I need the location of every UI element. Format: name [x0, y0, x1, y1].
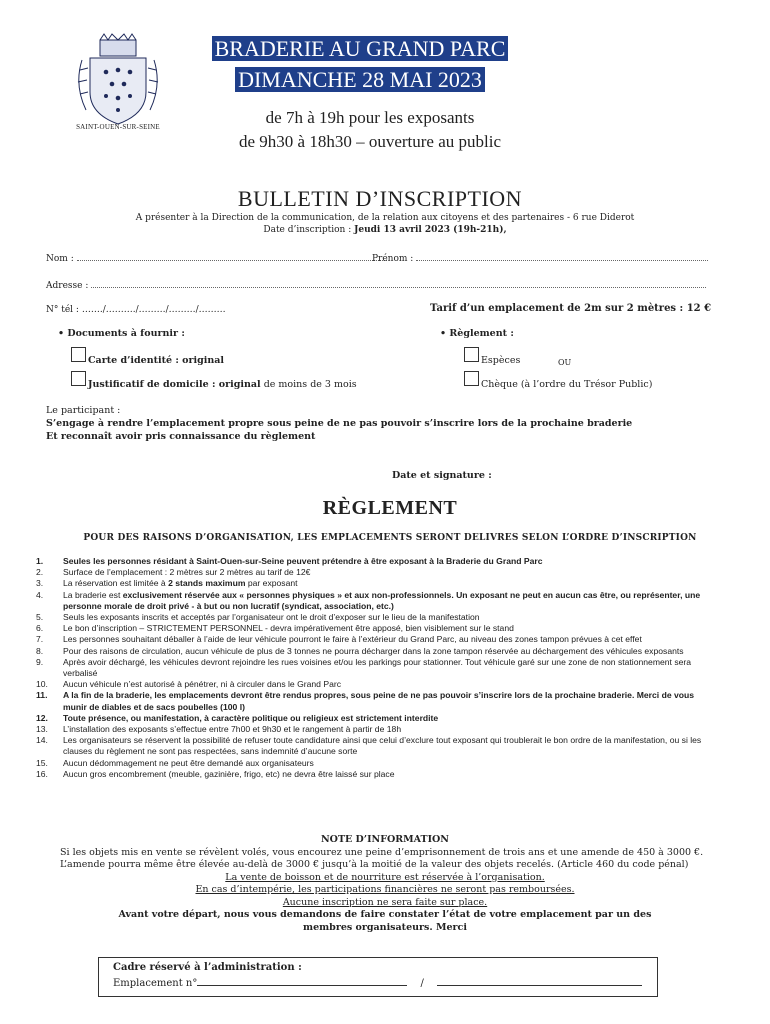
rule-item: 13. L’installation des exposants s’effectue entre 7h00 et 9h30 et le rangement à partir de 18h: [36, 724, 402, 735]
rule-item: 14. Les organisateurs se réservent la possibilité de refuser toute candidature ainsi que celui d’exclure tout exposant qui troublerait le bon ordre de la manifestation, ou si les clauses du règlement ne sont pas respectées, sans indemnité d’aucune sorte: [36, 735, 702, 757]
tel-field[interactable]: [46, 305, 226, 315]
rule-item: 16. Aucun gros encombrement (meuble, gazinière, frigo, etc) ne devra être laissé sur place: [36, 768, 395, 779]
information-note: [60, 834, 710, 934]
prenom-label: Prénom :: [372, 254, 414, 264]
info-line-weather: En cas d’intempérie, les participations financières ne seront pas remboursées.: [195, 884, 575, 895]
rule-item: 12. Toute présence, ou manifestation, à caractère politique ou religieux est strictement interdite: [36, 712, 439, 723]
rule-item: 4. La braderie est exclusivement réservée aux « personnes physiques » et aux non-professionnels. Un exposant ne peut en aucun cas être, ou représenter, une personne morale de droit privé - à but ou non lucratif (syndicat, association, etc.): [36, 589, 701, 611]
date-signature-label: Date et signature :: [392, 470, 492, 481]
rule-item: 6. Le bon d’inscription – STRICTEMENT PERSONNEL - devra impérativement être apposé, bien visiblement sur le stand: [36, 623, 514, 634]
nom-field[interactable]: [46, 252, 387, 264]
prenom-dotted-line[interactable]: [416, 252, 708, 261]
hours-exhibitors: de 7h à 19h pour les exposants: [265, 108, 475, 127]
pay-cheque-label: Chèque (à l’ordre du Trésor Public): [481, 379, 653, 390]
tel-pattern[interactable]: ……./………./………/………/………: [81, 305, 226, 315]
rule-item: 15. Aucun dédommagement ne peut être demandé aux organisateurs: [36, 757, 314, 768]
emplacement-separator: /: [420, 978, 424, 989]
admin-title: Cadre réservé à l’administration :: [113, 962, 302, 973]
info-title: NOTE D’INFORMATION: [320, 834, 449, 845]
pay-or: OU: [558, 358, 572, 367]
opening-hours: [140, 106, 600, 154]
tarif-text: Tarif d’un emplacement de 2m sur 2 mètres : 12 €: [430, 303, 712, 314]
rule-item: 11. A la fin de la braderie, les emplacements devront être rendus propres, sous peine de ne pas pouvoir s’inscrire lors de la prochaine braderie. Merci de vous munir de diables et de sacs poubelles (100 l): [36, 690, 695, 712]
bulletin-instructions: [60, 212, 710, 236]
pay-especes-label: Espèces: [481, 355, 521, 366]
rule-item: 8. Pour des raisons de circulation, aucun véhicule de plus de 3 tonnes ne pourra décharger dans la zone tampon réservée au déchargement des véhicules exposants: [36, 645, 684, 656]
bulletin-title: BULLETIN D’INSCRIPTION: [237, 186, 523, 211]
hours-public: de 9h30 à 18h30 – ouverture au public: [238, 132, 501, 151]
info-line-onsite: Aucune inscription ne sera faite sur place.: [282, 896, 488, 908]
doc1-label: Carte d’identité : original: [88, 355, 225, 366]
date-label: Date d’inscription :: [263, 225, 355, 235]
emplacement-field-2[interactable]: [437, 976, 642, 986]
rule-item: 5. Seuls les exposants inscrits et acceptés par l’organisateur ont le droit d’exposer sur le lieu de la manifestation: [36, 612, 480, 623]
rule-item: 7. Les personnes souhaitant déballer à l’aide de leur véhicule pourront le faire à l’extérieur du Grand Parc, au niveau des zones tampon prévues à cet effet: [36, 634, 642, 645]
doc2-bold: Justificatif de domicile : original: [88, 379, 261, 390]
checkbox-especes[interactable]: [464, 347, 479, 362]
checkbox-justificatif-domicile[interactable]: [71, 371, 86, 386]
present-text: A présenter à la Direction de la communication, de la relation aux citoyens et des partenaires - 6 rue Diderot: [135, 213, 635, 223]
rule-item: 1. Seules les personnes résidant à Saint-Ouen-sur-Seine peuvent prétendre à être exposant à la Braderie du Grand Parc: [36, 556, 543, 566]
info-text: Si les objets mis en vente se révèlent volés, vous encourez une peine d’emprisonnement de trois ans et une amende de 450 à 3000 €. L’amende pourra même être élevée au-delà de 3000 € jusqu’à la moitié de la valeur des objets recelés. (Article 460 du code pénal): [60, 846, 704, 870]
emplacement-label: Emplacement n°: [113, 978, 198, 989]
adresse-dotted-line[interactable]: [91, 279, 706, 288]
rule-item: 3. La réservation est limitée à 2 stands maximum par exposant: [36, 578, 298, 589]
nom-dotted-line[interactable]: [77, 252, 387, 261]
rules-title: RÈGLEMENT: [322, 497, 458, 519]
rules-list: [36, 556, 716, 780]
event-title-line1: BRADERIE AU GRAND PARC: [212, 36, 509, 61]
doc2-label: [88, 379, 357, 390]
info-line-food: La vente de boisson et de nourriture est réservée à l’organisation.: [225, 871, 545, 883]
rule-item: 10. Aucun véhicule n’est autorisé à pénétrer, ni à circuler dans le Grand Parc: [36, 679, 342, 690]
adresse-label: Adresse :: [46, 281, 89, 291]
admin-box: [98, 957, 658, 997]
rule-item: 2. Surface de l’emplacement : 2 mètres sur 2 mètres au tarif de 12€: [36, 567, 311, 578]
doc2-rest: de moins de 3 mois: [260, 379, 357, 390]
checkbox-carte-identite[interactable]: [71, 347, 86, 362]
info-closing-2: membres organisateurs. Merci: [303, 921, 467, 933]
info-closing-1: Avant votre départ, nous vous demandons de faire constater l’état de votre emplacement par un des: [118, 909, 652, 920]
event-date: DIMANCHE 28 MAI 2023: [235, 67, 485, 92]
emplacement-field-1[interactable]: [197, 976, 407, 986]
event-title: [210, 36, 510, 98]
nom-label: Nom :: [46, 254, 74, 264]
participant-acknowledge: Et reconnaît avoir pris connaissance du règlement: [46, 431, 316, 442]
prenom-field[interactable]: [372, 252, 708, 264]
rule-item: 9. Après avoir déchargé, les véhicules devront rejoindre les rues voisines et/ou les parkings pour stationner. Tout véhicule garé sur une zone de non stationnement sera verbalisé: [36, 656, 692, 679]
checkbox-cheque[interactable]: [464, 371, 479, 386]
rules-subtitle: POUR DES RAISONS D’ORGANISATION, LES EMPLACEMENTS SERONT DELIVRES SELON L’ORDRE D’INSCRIPTION: [83, 533, 697, 543]
date-value: Jeudi 13 avril 2023 (19h-21h),: [354, 225, 507, 235]
reglement-title: • Règlement :: [440, 328, 514, 339]
logo-caption: SAINT-OUEN-SUR-SEINE: [76, 123, 160, 131]
tel-label: N° tél :: [46, 305, 79, 315]
documents-title: • Documents à fournir :: [58, 328, 185, 339]
emplacement-row: [113, 976, 643, 989]
participant-label: Le participant :: [46, 405, 121, 416]
adresse-field[interactable]: [46, 279, 706, 291]
participant-commitment: S’engage à rendre l’emplacement propre sous peine de ne pas pouvoir s’inscrire lors de la prochaine braderie: [46, 418, 633, 429]
